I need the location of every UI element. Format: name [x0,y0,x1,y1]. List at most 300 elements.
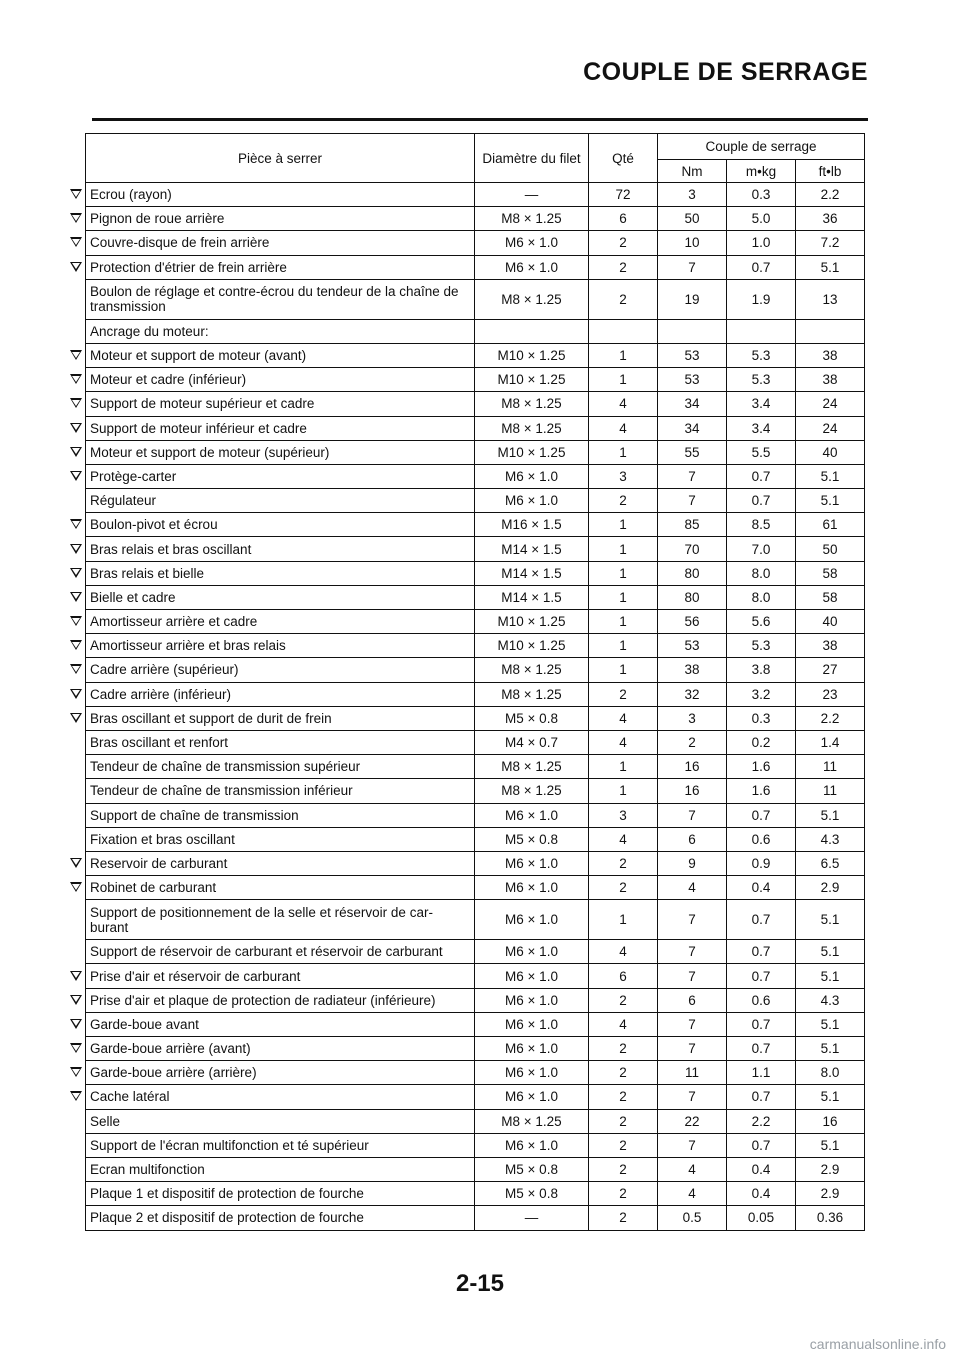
triangle-warning-icon [70,471,82,481]
table-row [68,207,865,231]
mark-cell [68,513,86,537]
cell-part: Protège-carter [86,464,475,488]
header-ftlb: ft•lb [796,160,865,183]
cell-nm: 53 [658,634,727,658]
cell-thread: M10 × 1.25 [475,440,589,464]
cell-nm: 38 [658,658,727,682]
cell-part: Garde-boue arrière (avant) [86,1037,475,1061]
header-thread: Diamètre du filet [475,134,589,183]
cell-ftlb: 27 [796,658,865,682]
cell-part: Pignon de roue arrière [86,207,475,231]
cell-ftlb [796,319,865,343]
cell-qty: 2 [589,1109,658,1133]
triangle-warning-icon [70,882,82,892]
cell-mkg: 0.05 [727,1206,796,1230]
triangle-warning-icon [70,519,82,529]
cell-qty: 2 [589,988,658,1012]
table-row [68,682,865,706]
cell-mkg: 1.1 [727,1061,796,1085]
cell-nm: 50 [658,207,727,231]
cell-mkg: 0.3 [727,183,796,207]
title-rule [92,118,868,121]
mark-cell [68,634,86,658]
mark-cell [68,537,86,561]
cell-thread: M14 × 1.5 [475,585,589,609]
cell-mkg: 8.0 [727,585,796,609]
cell-nm: 3 [658,706,727,730]
cell-mkg: 0.7 [727,1133,796,1157]
table-row [68,658,865,682]
cell-qty: 2 [589,1037,658,1061]
table-row [68,900,865,940]
cell-qty: 1 [589,634,658,658]
cell-qty: 4 [589,940,658,964]
cell-nm: 7 [658,1133,727,1157]
table-row [68,279,865,319]
cell-qty: 4 [589,827,658,851]
triangle-warning-icon [70,1067,82,1077]
cell-nm: 7 [658,1085,727,1109]
table-row [68,610,865,634]
cell-mkg: 0.9 [727,851,796,875]
cell-thread: M14 × 1.5 [475,561,589,585]
cell-nm: 34 [658,392,727,416]
cell-thread: M10 × 1.25 [475,634,589,658]
table-row [68,183,865,207]
triangle-warning-icon [70,374,82,384]
mark-cell [68,319,86,343]
cell-nm: 4 [658,1157,727,1181]
cell-nm: 6 [658,988,727,1012]
triangle-warning-icon [70,592,82,602]
cell-ftlb: 36 [796,207,865,231]
cell-part: Boulon de réglage et contre-écrou du tendeur de la chaîne de transmission [86,279,475,319]
cell-thread: M4 × 0.7 [475,730,589,754]
cell-thread: M6 × 1.0 [475,803,589,827]
cell-ftlb: 24 [796,416,865,440]
cell-nm: 9 [658,851,727,875]
cell-thread: M5 × 0.8 [475,827,589,851]
table-row [68,392,865,416]
cell-thread: M8 × 1.25 [475,779,589,803]
cell-nm: 7 [658,940,727,964]
mark-cell [68,207,86,231]
header-torque: Couple de serrage [658,134,865,160]
cell-ftlb: 5.1 [796,1085,865,1109]
cell-nm: 11 [658,1061,727,1085]
cell-mkg: 1.9 [727,279,796,319]
mark-cell [68,876,86,900]
cell-ftlb: 4.3 [796,988,865,1012]
triangle-warning-icon [70,350,82,360]
mark-cell [68,964,86,988]
mark-cell [68,464,86,488]
cell-part: Moteur et cadre (inférieur) [86,368,475,392]
cell-ftlb: 38 [796,343,865,367]
table-row [68,537,865,561]
cell-part: Bras oscillant et support de durit de frein [86,706,475,730]
cell-nm: 2 [658,730,727,754]
cell-ftlb: 50 [796,537,865,561]
cell-mkg: 5.3 [727,343,796,367]
cell-nm: 7 [658,255,727,279]
table-row [68,513,865,537]
cell-nm: 85 [658,513,727,537]
cell-part: Protection d'étrier de frein arrière [86,255,475,279]
table-row [68,1037,865,1061]
cell-thread: M8 × 1.25 [475,279,589,319]
cell-part: Prise d'air et plaque de protection de radiateur (inférieure) [86,988,475,1012]
cell-nm: 56 [658,610,727,634]
cell-nm: 7 [658,1037,727,1061]
cell-thread: M6 × 1.0 [475,988,589,1012]
cell-thread: M10 × 1.25 [475,610,589,634]
cell-ftlb: 38 [796,634,865,658]
cell-mkg: 0.7 [727,489,796,513]
cell-nm: 80 [658,585,727,609]
cell-part: Cache latéral [86,1085,475,1109]
torque-table [68,133,865,1231]
cell-part: Amortisseur arrière et bras relais [86,634,475,658]
cell-mkg: 5.3 [727,368,796,392]
cell-part: Plaque 2 et dispositif de protection de fourche [86,1206,475,1230]
cell-part: Support de positionnement de la selle et réservoir de car-burant [86,900,475,940]
cell-qty: 4 [589,706,658,730]
cell-mkg: 0.4 [727,1182,796,1206]
mark-cell [68,183,86,207]
cell-qty: 2 [589,1206,658,1230]
cell-mkg: 1.0 [727,231,796,255]
triangle-warning-icon [70,398,82,408]
cell-mkg: 0.7 [727,1012,796,1036]
cell-thread: M10 × 1.25 [475,343,589,367]
mark-cell [68,755,86,779]
cell-nm: 16 [658,755,727,779]
cell-nm: 4 [658,1182,727,1206]
mark-cell [68,231,86,255]
cell-part: Moteur et support de moteur (supérieur) [86,440,475,464]
cell-qty: 1 [589,585,658,609]
cell-part: Garde-boue arrière (arrière) [86,1061,475,1085]
cell-qty: 2 [589,489,658,513]
cell-thread: M10 × 1.25 [475,368,589,392]
cell-part: Support de moteur supérieur et cadre [86,392,475,416]
table-row [68,416,865,440]
cell-mkg: 0.7 [727,1037,796,1061]
mark-cell [68,1206,86,1230]
table-row [68,940,865,964]
cell-qty: 1 [589,368,658,392]
triangle-warning-icon [70,237,82,247]
table-row [68,1012,865,1036]
mark-cell [68,1012,86,1036]
cell-ftlb: 5.1 [796,900,865,940]
triangle-warning-icon [70,858,82,868]
cell-mkg: 0.7 [727,964,796,988]
cell-part: Robinet de carburant [86,876,475,900]
triangle-warning-icon [70,689,82,699]
table-row [68,1061,865,1085]
cell-qty: 2 [589,876,658,900]
cell-part: Cadre arrière (inférieur) [86,682,475,706]
cell-thread: M6 × 1.0 [475,1037,589,1061]
table-row [68,1109,865,1133]
mark-column-header [68,134,86,183]
cell-mkg: 8.5 [727,513,796,537]
cell-mkg: 5.5 [727,440,796,464]
cell-part: Bras oscillant et renfort [86,730,475,754]
cell-qty [589,319,658,343]
cell-thread: M8 × 1.25 [475,207,589,231]
cell-qty: 1 [589,440,658,464]
cell-ftlb: 23 [796,682,865,706]
cell-thread: M6 × 1.0 [475,1061,589,1085]
cell-ftlb: 38 [796,368,865,392]
cell-thread [475,319,589,343]
torque-table-body [68,183,865,1231]
cell-qty: 2 [589,255,658,279]
cell-ftlb: 7.2 [796,231,865,255]
table-row [68,255,865,279]
cell-ftlb: 5.1 [796,1012,865,1036]
mark-cell [68,803,86,827]
cell-ftlb: 8.0 [796,1061,865,1085]
cell-nm: 7 [658,803,727,827]
cell-mkg: 0.7 [727,464,796,488]
cell-mkg: 0.7 [727,803,796,827]
triangle-warning-icon [70,568,82,578]
table-row [68,1085,865,1109]
table-row [68,803,865,827]
cell-qty: 2 [589,231,658,255]
cell-qty: 2 [589,1085,658,1109]
mark-cell [68,279,86,319]
cell-ftlb: 11 [796,779,865,803]
cell-mkg: 0.3 [727,706,796,730]
triangle-warning-icon [70,544,82,554]
header-mkg: m•kg [727,160,796,183]
cell-thread: M6 × 1.0 [475,255,589,279]
cell-mkg: 0.4 [727,876,796,900]
cell-ftlb: 6.5 [796,851,865,875]
table-row [68,585,865,609]
mark-cell [68,779,86,803]
cell-ftlb: 13 [796,279,865,319]
table-row [68,368,865,392]
mark-cell [68,900,86,940]
cell-thread: M6 × 1.0 [475,231,589,255]
mark-cell [68,416,86,440]
cell-qty: 6 [589,207,658,231]
cell-nm: 55 [658,440,727,464]
triangle-warning-icon [70,995,82,1005]
table-row [68,755,865,779]
cell-ftlb: 24 [796,392,865,416]
cell-nm: 19 [658,279,727,319]
cell-nm: 4 [658,876,727,900]
table-row [68,706,865,730]
triangle-warning-icon [70,971,82,981]
cell-qty: 1 [589,779,658,803]
cell-nm: 70 [658,537,727,561]
triangle-warning-icon [70,213,82,223]
cell-qty: 1 [589,537,658,561]
page-number: 2-15 [455,1270,505,1297]
cell-ftlb: 1.4 [796,730,865,754]
cell-qty: 2 [589,1157,658,1181]
header-part: Pièce à serrer [86,134,475,183]
cell-mkg: 5.6 [727,610,796,634]
cell-qty: 1 [589,900,658,940]
cell-nm: 7 [658,464,727,488]
mark-cell [68,1109,86,1133]
table-row [68,827,865,851]
cell-nm: 7 [658,964,727,988]
cell-thread: M5 × 0.8 [475,706,589,730]
mark-cell [68,610,86,634]
cell-thread: M8 × 1.25 [475,658,589,682]
cell-thread: M6 × 1.0 [475,876,589,900]
cell-nm: 7 [658,1012,727,1036]
cell-ftlb: 2.9 [796,1182,865,1206]
cell-qty: 4 [589,416,658,440]
cell-part: Reservoir de carburant [86,851,475,875]
mark-cell [68,940,86,964]
table-row [68,1206,865,1230]
mark-cell [68,1037,86,1061]
cell-part: Moteur et support de moteur (avant) [86,343,475,367]
cell-part: Ecrou (rayon) [86,183,475,207]
cell-part: Ecran multifonction [86,1157,475,1181]
mark-cell [68,561,86,585]
cell-part: Cadre arrière (supérieur) [86,658,475,682]
cell-qty: 2 [589,1182,658,1206]
table-row [68,343,865,367]
table-row [68,464,865,488]
cell-part: Support de l'écran multifonction et té supérieur [86,1133,475,1157]
triangle-warning-icon [70,616,82,626]
cell-thread: M8 × 1.25 [475,755,589,779]
cell-thread: M6 × 1.0 [475,1085,589,1109]
cell-qty: 1 [589,343,658,367]
cell-qty: 1 [589,610,658,634]
cell-thread: M5 × 0.8 [475,1157,589,1181]
torque-table-container [68,133,865,1231]
cell-mkg: 5.0 [727,207,796,231]
cell-ftlb: 40 [796,610,865,634]
cell-part: Bras relais et bras oscillant [86,537,475,561]
cell-part: Tendeur de chaîne de transmission supérieur [86,755,475,779]
cell-ftlb: 5.1 [796,1133,865,1157]
cell-qty: 1 [589,658,658,682]
header-qty: Qté [589,134,658,183]
cell-mkg: 0.2 [727,730,796,754]
cell-thread: M8 × 1.25 [475,682,589,706]
cell-nm: 7 [658,489,727,513]
cell-part: Boulon-pivot et écrou [86,513,475,537]
table-row [68,1133,865,1157]
mark-cell [68,440,86,464]
mark-cell [68,1157,86,1181]
cell-part: Garde-boue avant [86,1012,475,1036]
cell-nm [658,319,727,343]
cell-part: Ancrage du moteur: [86,319,475,343]
cell-nm: 80 [658,561,727,585]
cell-mkg [727,319,796,343]
cell-qty: 4 [589,1012,658,1036]
cell-qty: 2 [589,682,658,706]
triangle-warning-icon [70,1043,82,1053]
mark-cell [68,851,86,875]
cell-qty: 2 [589,1133,658,1157]
mark-cell [68,368,86,392]
page-title: COUPLE DE SERRAGE [583,58,868,86]
cell-ftlb: 16 [796,1109,865,1133]
cell-mkg: 2.2 [727,1109,796,1133]
mark-cell [68,585,86,609]
mark-cell [68,255,86,279]
cell-thread: M6 × 1.0 [475,464,589,488]
cell-mkg: 8.0 [727,561,796,585]
table-row [68,988,865,1012]
cell-qty: 2 [589,1061,658,1085]
cell-ftlb: 2.9 [796,876,865,900]
cell-ftlb: 5.1 [796,489,865,513]
mark-cell [68,1085,86,1109]
mark-cell [68,1182,86,1206]
cell-ftlb: 2.2 [796,183,865,207]
cell-part: Tendeur de chaîne de transmission inférieur [86,779,475,803]
cell-mkg: 3.4 [727,416,796,440]
cell-thread: M6 × 1.0 [475,1012,589,1036]
cell-thread: M6 × 1.0 [475,489,589,513]
triangle-warning-icon [70,664,82,674]
cell-thread: M8 × 1.25 [475,1109,589,1133]
cell-qty: 1 [589,561,658,585]
cell-ftlb: 5.1 [796,803,865,827]
cell-part: Fixation et bras oscillant [86,827,475,851]
cell-mkg: 3.4 [727,392,796,416]
cell-qty: 6 [589,964,658,988]
cell-thread: M14 × 1.5 [475,537,589,561]
cell-part: Selle [86,1109,475,1133]
triangle-warning-icon [70,423,82,433]
cell-qty: 2 [589,279,658,319]
cell-mkg: 0.7 [727,1085,796,1109]
cell-thread: — [475,1206,589,1230]
table-row [68,440,865,464]
cell-qty: 2 [589,851,658,875]
table-row [68,730,865,754]
table-row [68,634,865,658]
table-row [68,779,865,803]
cell-qty: 3 [589,464,658,488]
triangle-warning-icon [70,1019,82,1029]
cell-mkg: 7.0 [727,537,796,561]
cell-qty: 72 [589,183,658,207]
cell-ftlb: 2.9 [796,1157,865,1181]
table-row [68,231,865,255]
table-row [68,1182,865,1206]
mark-cell [68,1061,86,1085]
table-row [68,964,865,988]
cell-part: Bielle et cadre [86,585,475,609]
cell-nm: 10 [658,231,727,255]
cell-mkg: 3.8 [727,658,796,682]
cell-ftlb: 0.36 [796,1206,865,1230]
cell-mkg: 0.6 [727,827,796,851]
cell-nm: 34 [658,416,727,440]
